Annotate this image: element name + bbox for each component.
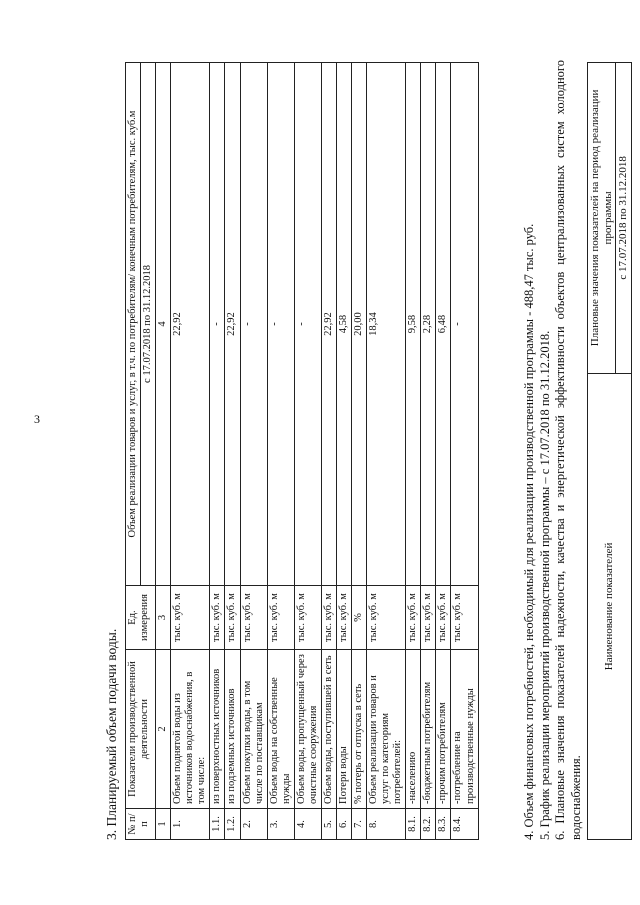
table-row: 4. Объем воды, пропущенный через очистные сооружения тыс. куб. м - xyxy=(294,63,321,840)
row-value: 9,58 xyxy=(407,314,419,334)
table-row: 3. Объем воды на собственные нужды тыс. куб. м - xyxy=(267,63,294,840)
col-number: 2 xyxy=(156,650,171,809)
header-num: № п/п xyxy=(126,809,156,840)
table-row: 1.1. из поверхностных источников тыс. куб. м - xyxy=(210,63,225,840)
program-points xyxy=(522,60,585,840)
row-value: - xyxy=(268,322,280,326)
table-row: 2. Объем покупки воды, в том числе по поставщикам тыс. куб. м - xyxy=(240,63,267,840)
header-unit: Ед. измерения xyxy=(126,586,156,650)
row-value: - xyxy=(241,322,253,326)
row-value: 6,48 xyxy=(437,314,449,334)
water-supply-table xyxy=(125,62,479,840)
row-value: 20,00 xyxy=(353,312,364,336)
table-row: 6. Потери воды тыс. куб. м 4,58 xyxy=(336,63,351,840)
indicators-plan-header: Плановые значения показателей на период реализации программы xyxy=(588,63,616,374)
section-title: 3. Планируемый объем подачи воды. xyxy=(104,628,119,840)
table-row: 8. Объем реализации товаров и услуг по категориям потребителей: тыс. куб. м 18,34 xyxy=(367,63,406,840)
row-value: - xyxy=(295,322,307,326)
table-row: 8.3. -прочим потребителям тыс. куб. м 6,48 xyxy=(436,63,451,840)
row-value: 2,28 xyxy=(422,314,434,334)
row-value: 4,58 xyxy=(337,314,349,334)
point-4: 4. Объем финансовых потребностей, необходимый для реализации производственной программы - 488,47 тыс. руб. xyxy=(522,223,536,840)
header-period: с 17.07.2018 по 31.12.2018 xyxy=(141,63,156,586)
indicators-period: с 17.07.2018 по 31.12.2018 xyxy=(616,63,632,374)
page-number: 3 xyxy=(34,412,40,426)
header-indicator: Показатели производственной деятельности xyxy=(126,650,156,809)
col-number: 3 xyxy=(156,586,171,650)
table-row: 8.1. -населению тыс. куб. м 9,58 xyxy=(406,63,421,840)
table-row: 8.4. -потребление на производственные нужды тыс. куб. м - xyxy=(451,63,478,840)
row-value: 22,92 xyxy=(226,312,238,336)
rotated-page-content xyxy=(80,20,640,880)
indicators-table xyxy=(587,62,632,840)
row-value: 22,92 xyxy=(322,312,334,336)
row-value: - xyxy=(452,322,464,326)
point-6: 6. Плановые значения показателей надежности, качества и энергетической эффективности объектов централизованных систем холодного водоснабжения. xyxy=(553,60,583,840)
row-value: 18,34 xyxy=(368,312,380,336)
col-number: 1 xyxy=(156,809,171,840)
table-row: 1.2. из подземных источников тыс. куб. м 22,92 xyxy=(225,63,240,840)
point-5: 5. График реализации мероприятий производственной программы – с 17.07.2018 по 31.12.2018. xyxy=(537,330,552,840)
table-row: 5. Объем воды, поступившей в сеть тыс. куб. м 22,92 xyxy=(321,63,336,840)
col-number: 4 xyxy=(156,63,171,586)
header-volume: Объем реализации товаров и услуг, в т.ч. по потребителям/ конечным потребителям, тыс. куб.м xyxy=(126,63,141,586)
row-value: - xyxy=(211,322,223,326)
table-row: 8.2. -бюджетным потребителям тыс. куб. м 2,28 xyxy=(421,63,436,840)
row-value: 22,92 xyxy=(172,312,184,336)
table-row: 1. Объем поднятой воды из источников водоснабжения, в том числе: тыс. куб. м 22,92 xyxy=(171,63,210,840)
table-row: 7. % потерь от отпуска в сеть % 20,00 xyxy=(352,63,367,840)
indicators-name-header: Наименование показателей xyxy=(588,373,632,839)
